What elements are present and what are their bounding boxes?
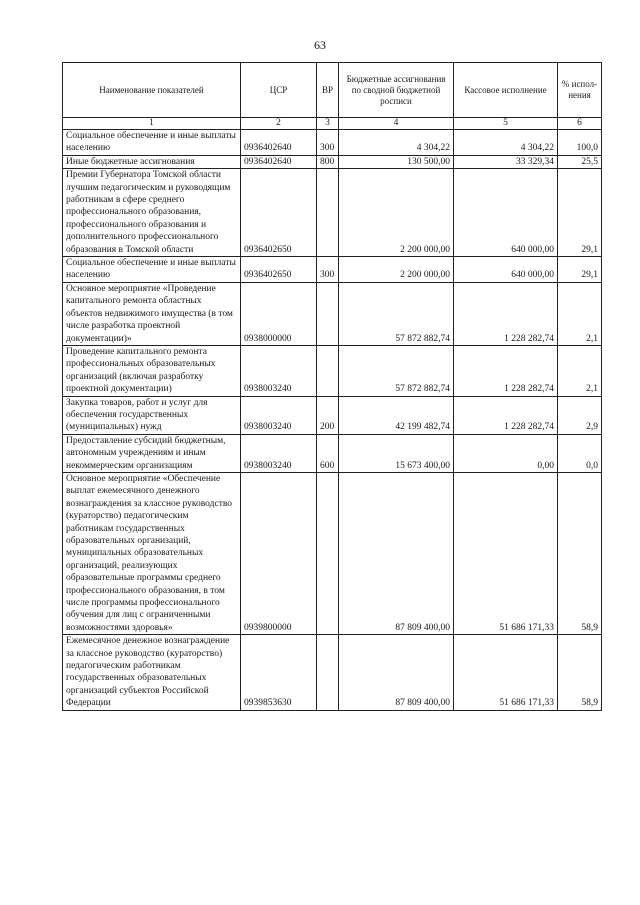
cell-vr bbox=[317, 345, 339, 396]
cell-budget: 87 809 400,00 bbox=[339, 635, 454, 710]
header-row bbox=[63, 63, 602, 118]
cell-percent: 29,1 bbox=[558, 257, 602, 283]
cell-budget: 87 809 400,00 bbox=[339, 472, 454, 634]
cell-percent: 2,1 bbox=[558, 345, 602, 396]
table-body bbox=[63, 118, 602, 711]
cell-csr: 0938003240 bbox=[241, 345, 317, 396]
header-percent: % испол-нения bbox=[558, 63, 602, 118]
cell-csr: 0938000000 bbox=[241, 282, 317, 345]
cell-cash: 1 228 282,74 bbox=[454, 345, 558, 396]
cell-name: Иные бюджетные ассигнования bbox=[63, 155, 241, 168]
cell-percent: 29,1 bbox=[558, 169, 602, 257]
column-number: 4 bbox=[339, 118, 454, 130]
column-number-row bbox=[63, 118, 602, 130]
cell-name: Социальное обеспечение и иные выплаты населению bbox=[63, 257, 241, 283]
cell-budget: 42 199 482,74 bbox=[339, 396, 454, 434]
cell-csr: 0936402640 bbox=[241, 155, 317, 168]
table-row bbox=[63, 130, 602, 156]
cell-csr: 0938003240 bbox=[241, 396, 317, 434]
cell-vr bbox=[317, 472, 339, 634]
column-number: 2 bbox=[241, 118, 317, 130]
header-vr: ВР bbox=[317, 63, 339, 118]
cell-csr: 0938003240 bbox=[241, 434, 317, 472]
budget-table bbox=[62, 62, 602, 711]
table-row bbox=[63, 472, 602, 634]
table-row bbox=[63, 345, 602, 396]
column-number: 3 bbox=[317, 118, 339, 130]
table-row bbox=[63, 169, 602, 257]
cell-budget: 130 500,00 bbox=[339, 155, 454, 168]
column-number: 6 bbox=[558, 118, 602, 130]
header-budget: Бюджетные ассигнования по сводной бюджетной росписи bbox=[339, 63, 454, 118]
cell-budget: 57 872 882,74 bbox=[339, 345, 454, 396]
cell-cash: 640 000,00 bbox=[454, 257, 558, 283]
header-cash: Кассовое исполнение bbox=[454, 63, 558, 118]
cell-vr: 200 bbox=[317, 396, 339, 434]
cell-cash: 33 329,34 bbox=[454, 155, 558, 168]
page-number: 63 bbox=[314, 38, 326, 52]
cell-vr: 600 bbox=[317, 434, 339, 472]
cell-vr: 800 bbox=[317, 155, 339, 168]
cell-percent: 58,9 bbox=[558, 635, 602, 710]
cell-percent: 2,1 bbox=[558, 282, 602, 345]
cell-name: Премии Губернатора Томской области лучшим педагогическим и руководящим работникам в сфере среднего профессионального образования, профессионального образования и дополнительного профессионального образования в Томской области bbox=[63, 169, 241, 257]
cell-csr: 0939800000 bbox=[241, 472, 317, 634]
table-row bbox=[63, 635, 602, 710]
table-row bbox=[63, 396, 602, 434]
cell-name: Предоставление субсидий бюджетным, автономным учреждениям и иным некоммерческим организациям bbox=[63, 434, 241, 472]
cell-name: Основное мероприятие «Обеспечение выплат ежемесячного денежного вознаграждения за классное руководство (кураторство) педагогическим работникам государственных образовательных организаций, муниципальных образовательных организаций, реализующих образовательные программы среднего профессионального образования, в том числе программы профессионального обучения для лиц с ограниченными возможностями здоровья» bbox=[63, 472, 241, 634]
cell-vr bbox=[317, 282, 339, 345]
cell-vr: 300 bbox=[317, 130, 339, 156]
cell-cash: 4 304,22 bbox=[454, 130, 558, 156]
cell-cash: 1 228 282,74 bbox=[454, 396, 558, 434]
cell-percent: 25,5 bbox=[558, 155, 602, 168]
cell-name: Проведение капитального ремонта профессиональных образовательных организаций (включая разработку проектной документации) bbox=[63, 345, 241, 396]
table-row bbox=[63, 282, 602, 345]
cell-percent: 58,9 bbox=[558, 472, 602, 634]
cell-cash: 51 686 171,33 bbox=[454, 635, 558, 710]
header-csr: ЦСР bbox=[241, 63, 317, 118]
cell-cash: 640 000,00 bbox=[454, 169, 558, 257]
cell-csr: 0936402650 bbox=[241, 169, 317, 257]
cell-percent: 100,0 bbox=[558, 130, 602, 156]
cell-cash: 51 686 171,33 bbox=[454, 472, 558, 634]
cell-budget: 2 200 000,00 bbox=[339, 257, 454, 283]
cell-csr: 0936402650 bbox=[241, 257, 317, 283]
cell-percent: 0,0 bbox=[558, 434, 602, 472]
column-number: 1 bbox=[63, 118, 241, 130]
cell-name: Закупка товаров, работ и услуг для обеспечения государственных (муниципальных) нужд bbox=[63, 396, 241, 434]
cell-percent: 2,9 bbox=[558, 396, 602, 434]
cell-cash: 1 228 282,74 bbox=[454, 282, 558, 345]
cell-vr bbox=[317, 169, 339, 257]
cell-budget: 57 872 882,74 bbox=[339, 282, 454, 345]
cell-vr: 300 bbox=[317, 257, 339, 283]
cell-budget: 4 304,22 bbox=[339, 130, 454, 156]
cell-budget: 15 673 400,00 bbox=[339, 434, 454, 472]
table-row bbox=[63, 155, 602, 168]
cell-budget: 2 200 000,00 bbox=[339, 169, 454, 257]
table-row bbox=[63, 257, 602, 283]
cell-vr bbox=[317, 635, 339, 710]
cell-csr: 0936402640 bbox=[241, 130, 317, 156]
cell-csr: 0939853630 bbox=[241, 635, 317, 710]
cell-name: Основное мероприятие «Проведение капитального ремонта областных объектов недвижимого имущества (в том числе разработка проектной документации)» bbox=[63, 282, 241, 345]
cell-name: Социальное обеспечение и иные выплаты населению bbox=[63, 130, 241, 156]
header-name: Наименование показателей bbox=[63, 63, 241, 118]
cell-cash: 0,00 bbox=[454, 434, 558, 472]
table-row bbox=[63, 434, 602, 472]
cell-name: Ежемесячное денежное вознаграждение за классное руководство (кураторство) педагогическим работникам государственных образовательных организаций субъектов Российской Федерации bbox=[63, 635, 241, 710]
column-number: 5 bbox=[454, 118, 558, 130]
